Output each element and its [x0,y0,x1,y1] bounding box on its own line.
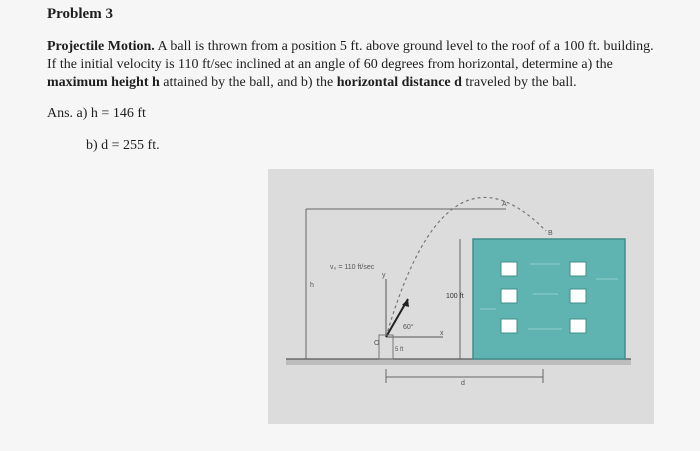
projectile-figure [268,169,654,424]
statement-text-1: A ball is thrown from a position 5 ft. above ground level to the roof of a 100 ft. building. If the initial velocity is 110 ft/sec inclined at an angle of 60 degrees from horizontal, determine a) the [47,39,654,72]
label-v0: v₀ = 110 ft/sec [330,264,375,271]
answer-a: Ans. a) h = 146 ft [47,106,146,121]
statement-bold-max-height: maximum height h [47,75,160,90]
label-100ft: 100 ft [446,293,464,300]
label-B: B [548,230,553,237]
statement-bold-distance: horizontal distance d [336,75,462,90]
label-angle: 60° [403,324,414,331]
label-O: O [374,340,380,347]
statement-text-3: traveled by the ball. [461,75,577,90]
label-y: y [382,272,386,279]
label-5ft: 5 ft [395,347,404,353]
problem-statement [47,38,655,92]
launch-stand [379,335,393,359]
label-d: d [461,380,465,387]
label-h: h [310,282,314,289]
ground [286,359,631,365]
label-x: x [440,330,444,337]
building [473,239,625,359]
projectile-diagram [268,169,654,424]
label-A: A [502,201,507,208]
problem-heading: Problem 3 [47,6,113,22]
problem-title: Projectile Motion. [47,39,155,54]
statement-text-2: attained by the ball, and b) the [159,75,337,90]
answer-b: b) d = 255 ft. [86,138,160,153]
